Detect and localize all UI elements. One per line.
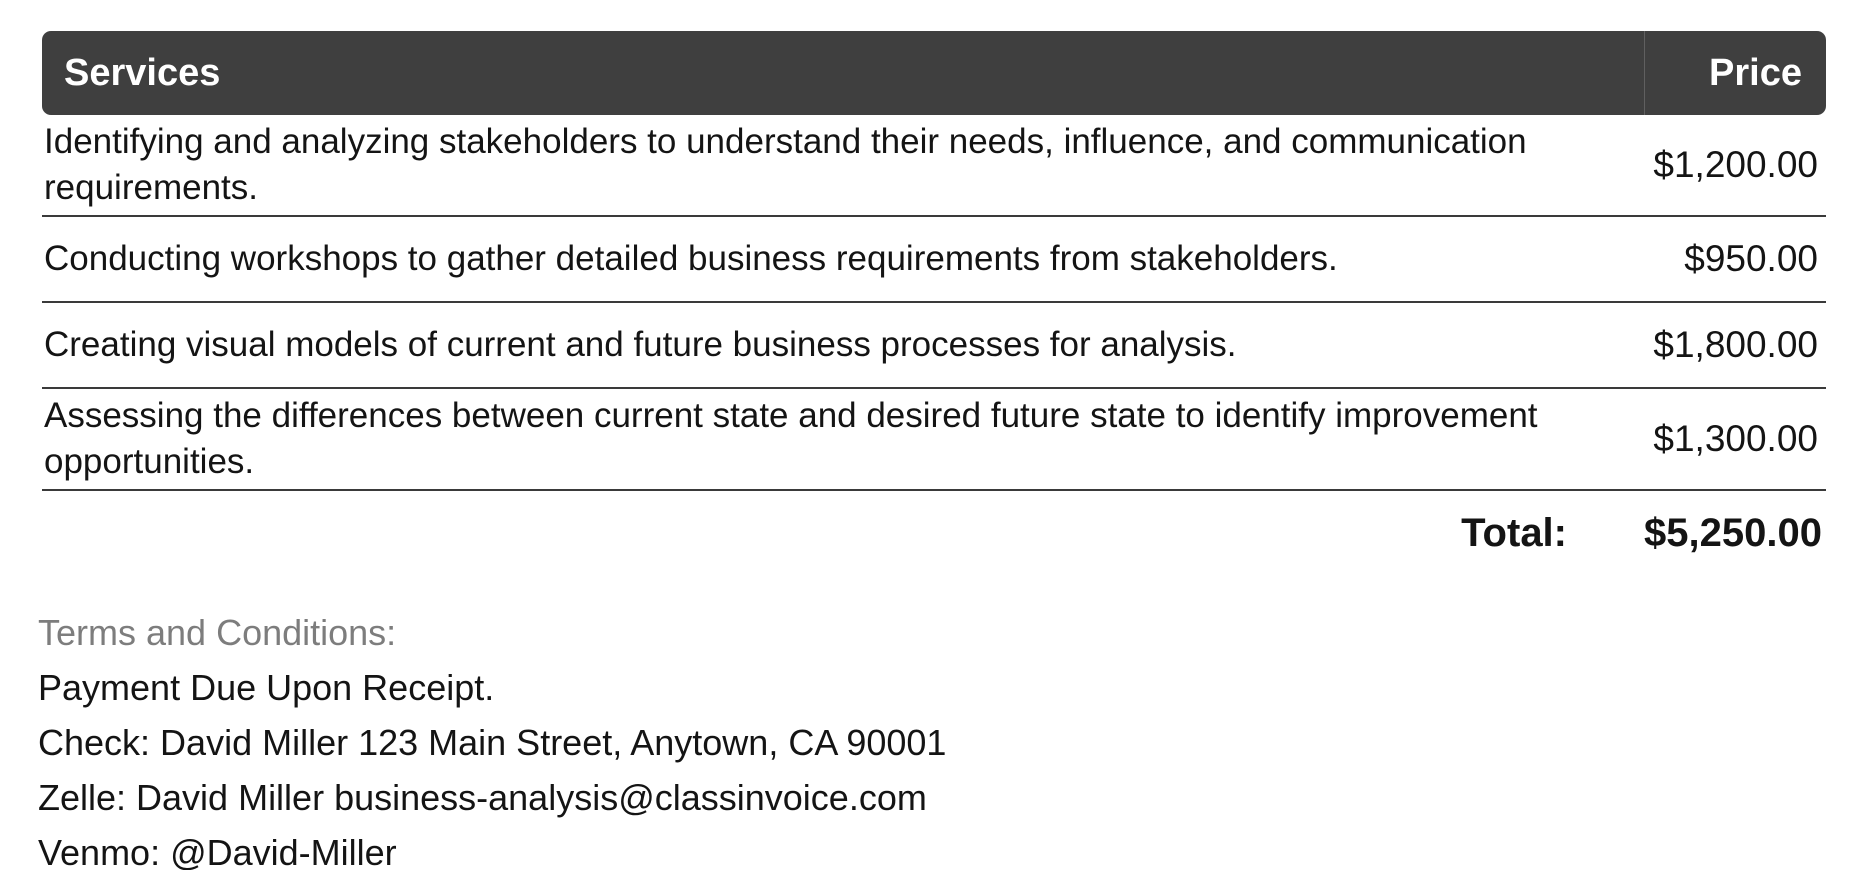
service-description: Creating visual models of current and future business processes for analysis. bbox=[44, 325, 1237, 364]
terms-heading: Terms and Conditions: bbox=[38, 612, 397, 653]
total-row bbox=[42, 491, 1826, 570]
service-price: $1,800.00 bbox=[1653, 324, 1818, 365]
terms-line-check: Check: David Miller 123 Main Street, Anytown, CA 90001 bbox=[38, 722, 947, 763]
services-table-header bbox=[42, 31, 1826, 115]
service-description: Assessing the differences between current state and desired future state to identify improvement opportunities. bbox=[44, 396, 1538, 481]
table-row bbox=[42, 303, 1826, 389]
service-price: $950.00 bbox=[1684, 238, 1818, 279]
services-column-header: Services bbox=[64, 51, 221, 94]
service-price: $1,300.00 bbox=[1653, 418, 1818, 459]
service-description: Identifying and analyzing stakeholders to understand their needs, influence, and communication requirements. bbox=[44, 122, 1527, 207]
table-row bbox=[42, 115, 1826, 217]
terms-line-payment: Payment Due Upon Receipt. bbox=[38, 667, 495, 708]
total-value: $5,250.00 bbox=[1644, 511, 1822, 555]
terms-section bbox=[38, 605, 1868, 870]
terms-line-venmo: Venmo: @David-Miller bbox=[38, 832, 397, 870]
invoice-document bbox=[42, 31, 1826, 570]
service-price: $1,200.00 bbox=[1653, 144, 1818, 185]
table-row bbox=[42, 217, 1826, 303]
table-row bbox=[42, 389, 1826, 491]
price-column-header: Price bbox=[1644, 31, 1826, 115]
total-label: Total: bbox=[1461, 511, 1567, 555]
service-description: Conducting workshops to gather detailed business requirements from stakeholders. bbox=[44, 239, 1338, 278]
terms-line-zelle: Zelle: David Miller business-analysis@classinvoice.com bbox=[38, 777, 927, 818]
